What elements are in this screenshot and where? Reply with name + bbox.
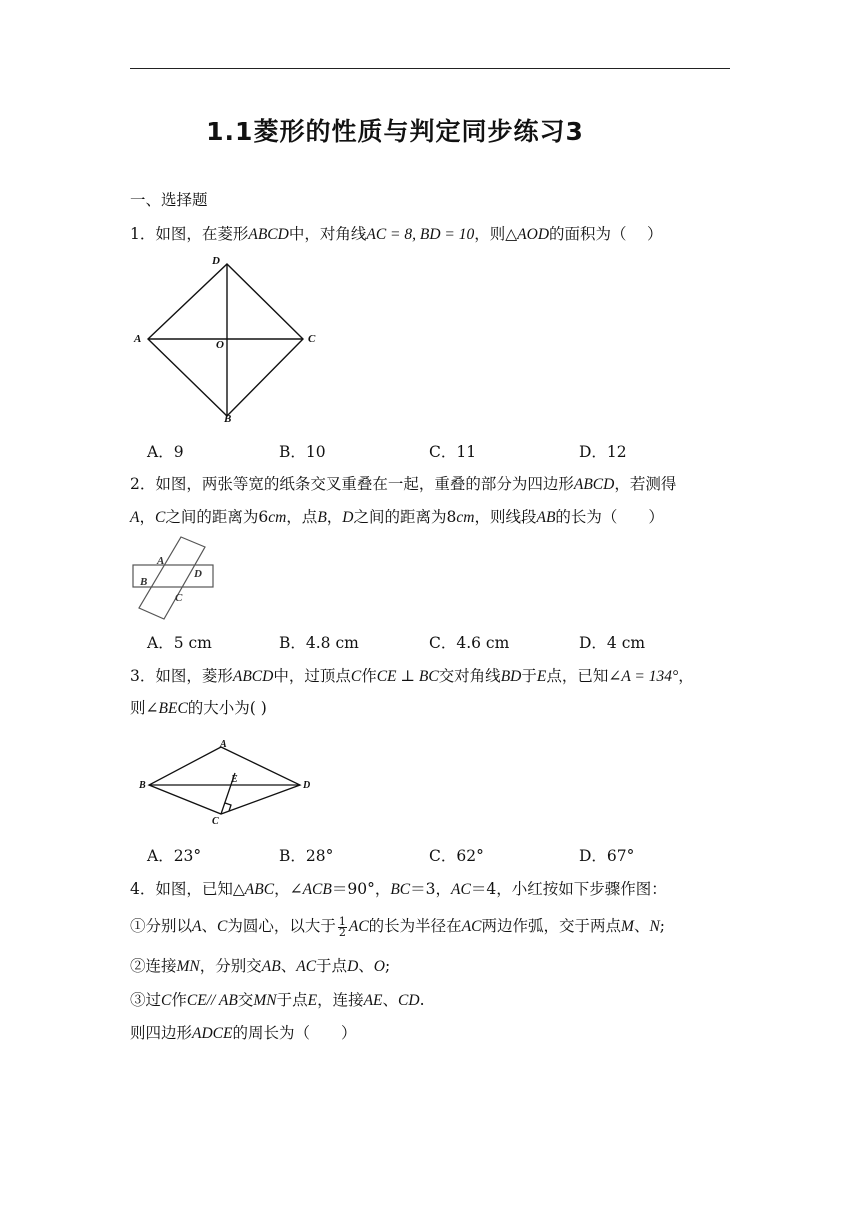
label-d: D <box>212 255 220 267</box>
question-4-step-2: ②连接MN，分别交AB、AC于点D、O; <box>130 957 391 975</box>
question-1-figure <box>130 250 330 430</box>
label-a: A <box>157 555 165 567</box>
question-3-line-1: 3．如图，菱形ABCD中，过顶点C作CE ⊥ BC交对角线BD于E点，已知∠A = 134°， <box>130 667 694 685</box>
label-b: B <box>224 413 232 425</box>
question-4-step-1: ①分别以A、C为圆心，以大于 $\frac{1}{2}$ AC的长为半径在AC两边作弧，交于两点M、N; <box>130 914 666 939</box>
question-1-text: 1．如图，在菱形ABCD中，对角线AC = 8, BD = 10，则△AOD的面积为（ ） <box>130 225 663 243</box>
question-4-step-3: ③过C作CE// AB交MN于点E，连接AE、CD. <box>130 991 425 1009</box>
label-a: A <box>220 739 227 750</box>
page-title: 1.1菱形的性质与判定同步练习3 <box>206 117 584 146</box>
q1-option-c[interactable]: C．11 <box>429 443 477 461</box>
q2-option-c[interactable]: C．4.6 cm <box>429 634 510 652</box>
question-4-line-1: 4．如图，已知△ABC，∠ACB＝90°，BC＝3，AC＝4，小红按如下步骤作图： <box>130 880 667 898</box>
question-2-line-2: A，C之间的距离为6cm，点B，D之间的距离为8cm，则线段AB的长为（ ） <box>130 508 664 526</box>
header-rule <box>130 68 730 69</box>
q1-option-a[interactable]: A．9 <box>147 443 184 461</box>
label-b: B <box>140 576 148 588</box>
label-b: B <box>139 780 146 791</box>
label-d: D <box>194 568 202 580</box>
q3-option-c[interactable]: C．62° <box>429 847 484 865</box>
q3-option-a[interactable]: A．23° <box>147 847 202 865</box>
q2-option-a[interactable]: A．5 cm <box>147 634 212 652</box>
rhombus-outline <box>148 264 303 416</box>
label-o: O <box>216 339 224 351</box>
q2-option-d[interactable]: D．4 cm <box>579 634 646 652</box>
q1-option-d[interactable]: D．12 <box>579 443 627 461</box>
question-2-figure <box>125 533 225 623</box>
label-e: E <box>231 774 238 785</box>
question-4-line-5: 则四边形ADCE的周长为（ ） <box>130 1024 357 1042</box>
label-a: A <box>134 333 142 345</box>
q3-option-b[interactable]: B．28° <box>279 847 334 865</box>
section-heading: 一、选择题 <box>130 191 208 209</box>
q3-option-d[interactable]: D．67° <box>579 847 635 865</box>
question-3-line-2: 则∠BEC的大小为( ) <box>130 699 267 717</box>
label-c: C <box>175 592 183 604</box>
q2-option-b[interactable]: B．4.8 cm <box>279 634 359 652</box>
label-c: C <box>308 333 316 345</box>
right-angle-mark <box>225 803 231 811</box>
question-3-figure <box>135 738 315 828</box>
label-d: D <box>303 780 311 791</box>
question-2-line-1: 2．如图，两张等宽的纸条交叉重叠在一起，重叠的部分为四边形ABCD，若测得 <box>130 475 677 493</box>
fraction-one-half: $\frac{1}{2}$ <box>338 914 346 939</box>
q1-option-b[interactable]: B．10 <box>279 443 326 461</box>
label-c: C <box>212 816 219 827</box>
